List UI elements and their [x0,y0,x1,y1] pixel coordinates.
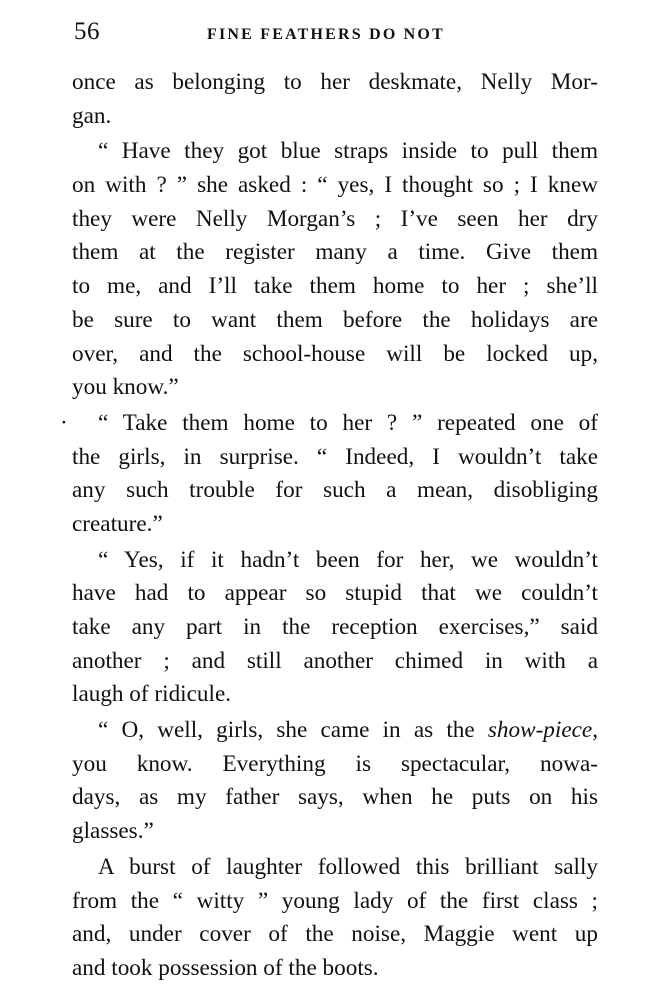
page-header [74,18,599,50]
text-line: you know.” [72,374,179,401]
text-line: “ Have they got blue straps inside to pull them [98,138,598,165]
paragraph [72,851,598,986]
text-line: “ Take them home to her ? ” repeated one of [98,409,598,436]
stray-ink-mark: · [60,409,68,436]
text-segment: “ O, well, girls, she came in as the [98,717,488,744]
text-line: once as belonging to her deskmate, Nelly Mor- [72,69,598,95]
text-line: to me, and I’ll take them home to her ; she’ll [72,273,598,300]
text-line: creature.” [72,510,163,537]
paragraph [72,544,598,712]
text-line: and took possession of the boots. [72,954,379,981]
text-line: on with ? ” she asked : “ yes, I thought so ; I knew [72,172,598,199]
text-line [72,714,598,748]
paragraph [72,714,598,849]
text-line: the girls, in surprise. “ Indeed, I wouldn’t take [72,443,598,470]
running-head: FINE FEATHERS DO NOT [207,26,445,43]
text-line: another ; and still another chimed in with a [72,647,598,674]
text-line: over, and the school-house will be locked up, [72,340,598,367]
text-line: them at the register many a time. Give them [72,239,598,266]
text-line: have had to appear so stupid that we couldn’t [72,580,598,607]
text-line: laugh of ridicule. [72,681,232,708]
text-line: from the “ witty ” young lady of the first class ; [72,887,598,914]
italic-text: show-piece [487,717,593,744]
text-line: you know. Everything is spectacular, nowa- [72,750,598,777]
page-number: 56 [74,18,100,45]
text-line: gan. [72,102,112,129]
text-line: any such trouble for such a mean, disobliging [72,477,598,504]
text-line: “ Yes, if it hadn’t been for her, we wouldn’t [98,546,598,573]
paragraph [72,66,598,133]
text-line: and, under cover of the noise, Maggie went up [72,921,598,948]
text-line: days, as my father says, when he puts on his [72,784,598,811]
text-line: glasses.” [72,818,154,845]
body-text [60,66,598,986]
text-segment: , [592,717,598,744]
text-line: be sure to want them before the holidays are [72,306,598,333]
text-line: they were Nelly Morgan’s ; I’ve seen her dry [72,205,598,232]
paragraph [72,135,598,405]
paragraph [60,407,598,542]
text-line: take any part in the reception exercises,” said [72,614,598,640]
text-line: A burst of laughter followed this brilliant sally [98,853,598,880]
